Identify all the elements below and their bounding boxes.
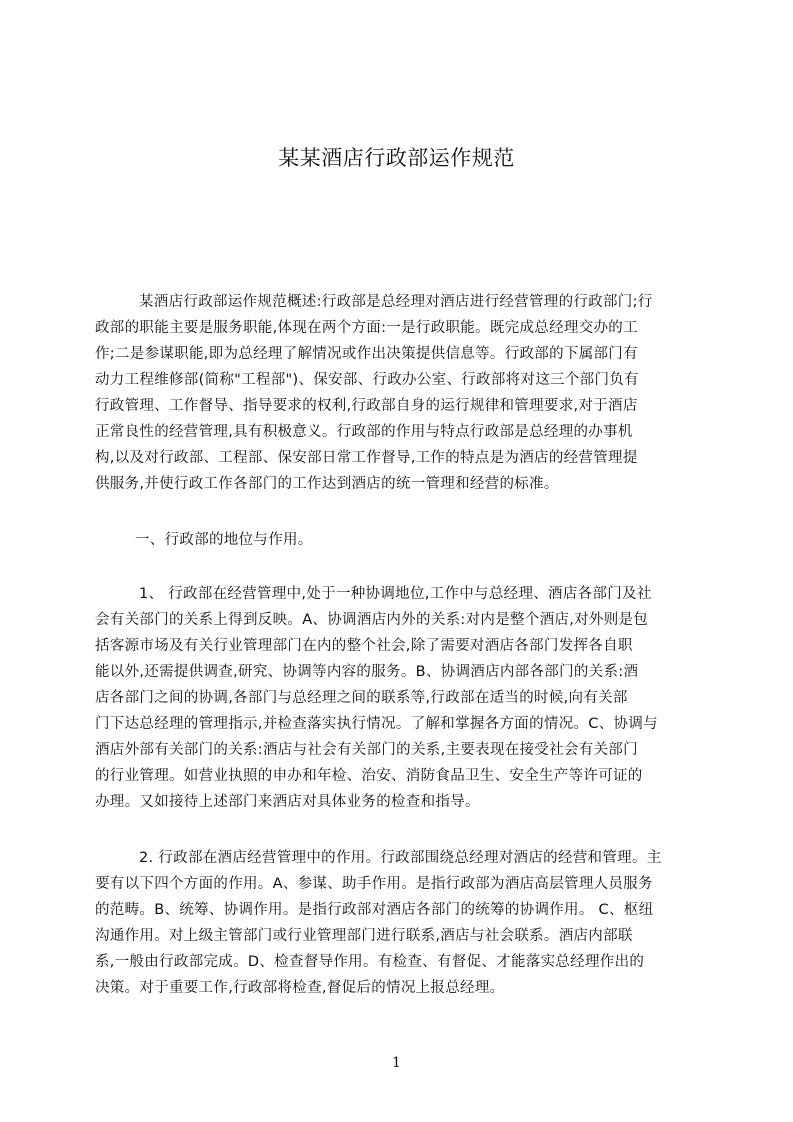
paragraph-line: 沟通作用。对上级主管部门或行业管理部门进行联系,酒店与社会联系。酒店内部联 [95, 928, 633, 944]
paragraph-line: 构,以及对行政部、工程部、保安部日常工作督导,工作的特点是为酒店的经营管理提 [95, 450, 638, 466]
paragraph-line: 门下达总经理的管理指示,并检查落实执行情况。了解和掌握各方面的情况。C、协调与 [95, 716, 658, 732]
paragraph-line: 的行业管理。如营业执照的申办和年检、治安、消防食品卫生、安全生产等许可证的 [95, 768, 643, 784]
section-heading: 一、行政部的地位与作用。 [135, 532, 313, 548]
paragraph-line: 行政管理、工作督导、指导要求的权利,行政部自身的运行规律和管理要求,对于酒店 [95, 398, 638, 414]
paragraph-line: 某酒店行政部运作规范概述:行政部是总经理对酒店进行经营管理的行政部门;行 [139, 294, 653, 310]
paragraph-line: 作;二是参谋职能,即为总经理了解情况或作出决策提供信息等。行政部的下属部门有 [95, 346, 638, 362]
paragraph-line: 会有关部门的关系上得到反映。A、协调酒店内外的关系:对内是整个酒店,对外则是包 [95, 612, 649, 628]
paragraph-line: 1、 行政部在经营管理中,处于一种协调地位,工作中与总经理、酒店各部门及社 [139, 586, 652, 602]
paragraph-line: 的范畴。B、统筹、协调作用。是指行政部对酒店各部门的统筹的协调作用。 C、枢纽 [95, 902, 654, 918]
paragraph-line: 系,一般由行政部完成。D、检查督导作用。有检查、有督促、才能落实总经理作出的 [95, 954, 645, 970]
paragraph-line: 店各部门之间的协调,各部门与总经理之间的联系等,行政部在适当的时候,向有关部 [95, 690, 628, 706]
page-number: 1 [392, 1055, 401, 1071]
paragraph-line: 政部的职能主要是服务职能,体现在两个方面:一是行政职能。既完成总经理交办的工 [95, 320, 638, 336]
paragraph-line: 动力工程维修部(简称"工程部")、保安部、行政办公室、行政部将对这三个部门负有 [95, 372, 639, 388]
paragraph-line: 决策。对于重要工作,行政部将检查,督促后的情况上报总经理。 [95, 980, 505, 996]
paragraph-line: 要有以下四个方面的作用。A、参谋、助手作用。是指行政部为酒店高层管理人员服务 [95, 876, 653, 892]
paragraph-line: 办理。又如接待上述部门来酒店对具体业务的检查和指导。 [95, 794, 480, 810]
paragraph-line: 酒店外部有关部门的关系:酒店与社会有关部门的关系,主要表现在接受社会有关部门 [95, 742, 638, 758]
document-title: 某某酒店行政部运作规范 [278, 146, 515, 170]
paragraph-line: 正常良性的经营管理,具有积极意义。行政部的作用与特点行政部是总经理的办事机 [95, 424, 633, 440]
paragraph-line: 能以外,还需提供调查,研究、协调等内容的服务。B、协调酒店内部各部门的关系:酒 [95, 664, 639, 680]
paragraph-line: 2. 行政部在酒店经营管理中的作用。行政部围绕总经理对酒店的经营和管理。主 [139, 850, 662, 866]
paragraph-line: 括客源市场及有关行业管理部门在内的整个社会,除了需要对酒店各部门发挥各自职 [95, 638, 633, 654]
paragraph-line: 供服务,并使行政工作各部门的工作达到酒店的统一管理和经营的标准。 [95, 476, 559, 492]
